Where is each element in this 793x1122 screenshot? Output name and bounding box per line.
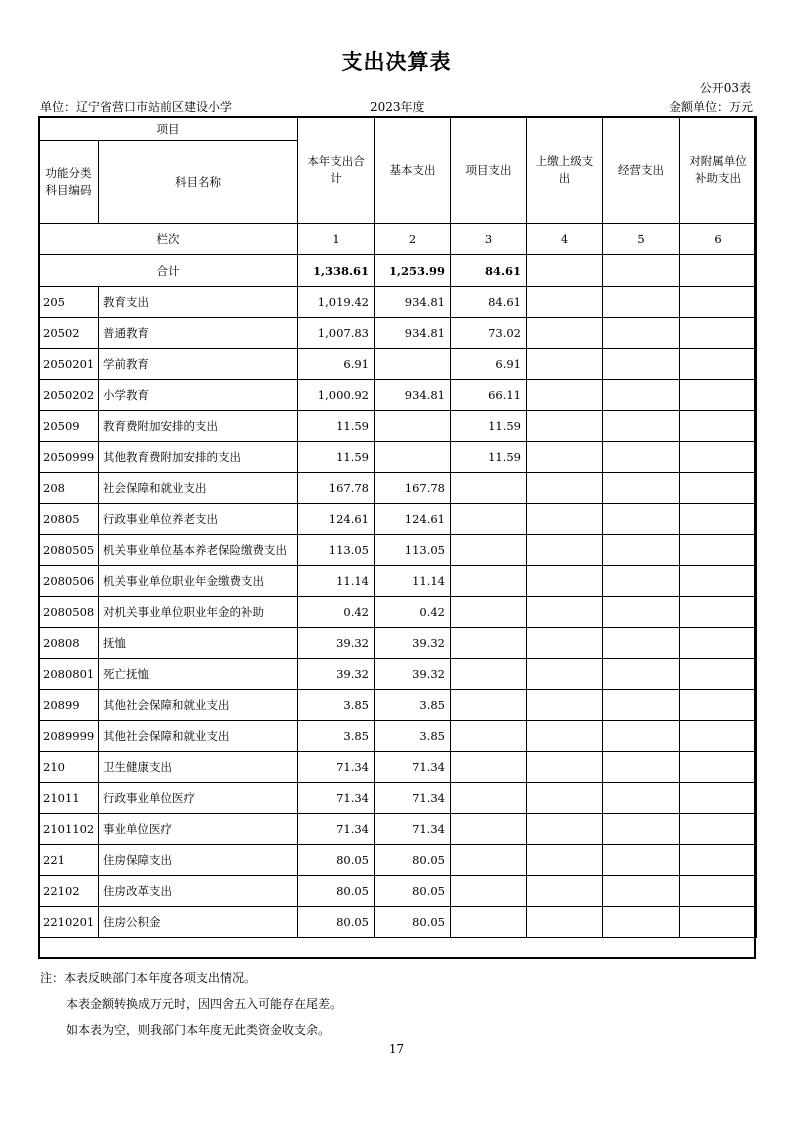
- table-row: [39, 845, 757, 876]
- row-total: 71.34: [298, 814, 375, 845]
- lanci-col: 5: [603, 224, 680, 255]
- row-subsidy: [680, 380, 757, 411]
- row-subsidy: [680, 659, 757, 690]
- row-basic: 0.42: [375, 597, 451, 628]
- row-project: [451, 504, 527, 535]
- row-business: [603, 411, 680, 442]
- row-subsidy: [680, 473, 757, 504]
- row-subsidy: [680, 845, 757, 876]
- row-basic: 167.78: [375, 473, 451, 504]
- row-business: [603, 473, 680, 504]
- note-line: 注：本表反映部门本年度各项支出情况。: [40, 971, 257, 985]
- header-item: 项目: [39, 117, 298, 141]
- meta-line: [40, 98, 753, 114]
- row-total: 11.14: [298, 566, 375, 597]
- row-business: [603, 597, 680, 628]
- row-business: [603, 783, 680, 814]
- row-project: [451, 690, 527, 721]
- note-line: 如本表为空，则我部门本年度无此类资金收支余。: [66, 1023, 331, 1037]
- row-basic: 80.05: [375, 907, 451, 938]
- row-business: [603, 380, 680, 411]
- row-upper: [527, 349, 603, 380]
- row-project: 66.11: [451, 380, 527, 411]
- row-basic: 80.05: [375, 845, 451, 876]
- row-total: 71.34: [298, 752, 375, 783]
- row-name: 行政事业单位医疗: [99, 783, 298, 814]
- row-code: 20805: [39, 504, 99, 535]
- table-row: [39, 628, 757, 659]
- row-total: 113.05: [298, 535, 375, 566]
- row-basic: [375, 411, 451, 442]
- table-row: [39, 318, 757, 349]
- row-business: [603, 721, 680, 752]
- row-basic: 71.34: [375, 814, 451, 845]
- row-basic: 39.32: [375, 659, 451, 690]
- row-subsidy: [680, 535, 757, 566]
- total-label: 合计: [39, 255, 298, 287]
- row-total: 80.05: [298, 845, 375, 876]
- table-row: [39, 349, 757, 380]
- row-business: [603, 845, 680, 876]
- row-upper: [527, 473, 603, 504]
- row-total: 80.05: [298, 876, 375, 907]
- year-label: 2023年度: [370, 100, 425, 114]
- table-row: [39, 659, 757, 690]
- row-total: 0.42: [298, 597, 375, 628]
- row-project: 84.61: [451, 287, 527, 318]
- row-total: 3.85: [298, 721, 375, 752]
- table-row: [39, 783, 757, 814]
- header-basic: 基本支出: [375, 117, 451, 224]
- row-code: 21011: [39, 783, 99, 814]
- row-name: 抚恤: [99, 628, 298, 659]
- row-code: 2101102: [39, 814, 99, 845]
- table-row: [39, 411, 757, 442]
- row-subsidy: [680, 597, 757, 628]
- row-name: 小学教育: [99, 380, 298, 411]
- header-total: 本年支出合计: [298, 117, 375, 224]
- row-total: 1,019.42: [298, 287, 375, 318]
- page-title: 支出决算表: [341, 50, 452, 74]
- table-row: [39, 876, 757, 907]
- row-business: [603, 287, 680, 318]
- row-code: 20808: [39, 628, 99, 659]
- table-code: 公开03表: [699, 81, 751, 95]
- row-total: 124.61: [298, 504, 375, 535]
- row-upper: [527, 411, 603, 442]
- row-upper: [527, 752, 603, 783]
- row-business: [603, 752, 680, 783]
- row-name: 学前教育: [99, 349, 298, 380]
- row-code: 2050201: [39, 349, 99, 380]
- row-upper: [527, 876, 603, 907]
- row-subsidy: [680, 504, 757, 535]
- row-name: 对机关事业单位职业年金的补助: [99, 597, 298, 628]
- total-row: [39, 255, 757, 287]
- row-project: [451, 814, 527, 845]
- row-total: 39.32: [298, 659, 375, 690]
- row-total: 39.32: [298, 628, 375, 659]
- row-basic: 934.81: [375, 318, 451, 349]
- row-basic: 934.81: [375, 380, 451, 411]
- row-name: 卫生健康支出: [99, 752, 298, 783]
- table-row: [39, 721, 757, 752]
- row-code: 208: [39, 473, 99, 504]
- row-code: 205: [39, 287, 99, 318]
- row-upper: [527, 628, 603, 659]
- row-subsidy: [680, 318, 757, 349]
- row-code: 22102: [39, 876, 99, 907]
- total-project: 84.61: [451, 255, 527, 287]
- row-business: [603, 907, 680, 938]
- row-name: 普通教育: [99, 318, 298, 349]
- lanci-col: 4: [527, 224, 603, 255]
- row-project: [451, 659, 527, 690]
- row-name: 机关事业单位职业年金缴费支出: [99, 566, 298, 597]
- unit-label: 单位：辽宁省营口市站前区建设小学: [40, 100, 233, 114]
- row-basic: 71.34: [375, 783, 451, 814]
- note-line: 本表金额转换成万元时，因四舍五入可能存在尾差。: [66, 997, 343, 1011]
- total-subsidy: [680, 255, 757, 287]
- table-row: [39, 597, 757, 628]
- table-row: [39, 535, 757, 566]
- lanci-col: 3: [451, 224, 527, 255]
- row-name: 机关事业单位基本养老保险缴费支出: [99, 535, 298, 566]
- row-upper: [527, 597, 603, 628]
- row-code: 2080505: [39, 535, 99, 566]
- row-name: 其他社会保障和就业支出: [99, 721, 298, 752]
- row-upper: [527, 318, 603, 349]
- row-basic: 3.85: [375, 690, 451, 721]
- row-project: [451, 876, 527, 907]
- table-row: [39, 380, 757, 411]
- money-unit-label: 金额单位：万元: [668, 100, 753, 114]
- row-code: 2080506: [39, 566, 99, 597]
- table-row: [39, 442, 757, 473]
- row-subsidy: [680, 690, 757, 721]
- row-business: [603, 504, 680, 535]
- row-upper: [527, 566, 603, 597]
- row-upper: [527, 845, 603, 876]
- row-total: 11.59: [298, 442, 375, 473]
- row-upper: [527, 535, 603, 566]
- page-number: 17: [388, 1042, 405, 1056]
- row-subsidy: [680, 349, 757, 380]
- row-upper: [527, 690, 603, 721]
- row-subsidy: [680, 907, 757, 938]
- row-upper: [527, 659, 603, 690]
- row-subsidy: [680, 411, 757, 442]
- row-total: 11.59: [298, 411, 375, 442]
- row-total: 71.34: [298, 783, 375, 814]
- row-upper: [527, 814, 603, 845]
- row-upper: [527, 442, 603, 473]
- row-code: 20509: [39, 411, 99, 442]
- row-basic: 71.34: [375, 752, 451, 783]
- row-basic: 39.32: [375, 628, 451, 659]
- row-basic: 113.05: [375, 535, 451, 566]
- row-total: 3.85: [298, 690, 375, 721]
- row-name: 教育支出: [99, 287, 298, 318]
- expenditure-table: [38, 116, 757, 938]
- row-upper: [527, 783, 603, 814]
- row-total: 167.78: [298, 473, 375, 504]
- row-business: [603, 690, 680, 721]
- row-basic: [375, 349, 451, 380]
- total-upper: [527, 255, 603, 287]
- lanci-col: 2: [375, 224, 451, 255]
- row-project: [451, 566, 527, 597]
- row-name: 事业单位医疗: [99, 814, 298, 845]
- row-project: 11.59: [451, 442, 527, 473]
- row-name: 教育费附加安排的支出: [99, 411, 298, 442]
- total-basic: 1,253.99: [375, 255, 451, 287]
- row-business: [603, 318, 680, 349]
- row-subsidy: [680, 287, 757, 318]
- header-subsidy: 对附属单位补助支出: [680, 117, 757, 224]
- row-upper: [527, 721, 603, 752]
- row-subsidy: [680, 876, 757, 907]
- table-row: [39, 287, 757, 318]
- row-business: [603, 349, 680, 380]
- row-upper: [527, 504, 603, 535]
- row-basic: 11.14: [375, 566, 451, 597]
- row-subsidy: [680, 721, 757, 752]
- table-row: [39, 504, 757, 535]
- row-code: 2089999: [39, 721, 99, 752]
- header-business: 经营支出: [603, 117, 680, 224]
- row-basic: [375, 442, 451, 473]
- row-basic: 124.61: [375, 504, 451, 535]
- row-subsidy: [680, 442, 757, 473]
- row-code: 20899: [39, 690, 99, 721]
- row-project: [451, 721, 527, 752]
- row-name: 住房保障支出: [99, 845, 298, 876]
- row-code: 210: [39, 752, 99, 783]
- notes: [40, 965, 342, 1043]
- header-project: 项目支出: [451, 117, 527, 224]
- row-name: 住房公积金: [99, 907, 298, 938]
- row-total: 6.91: [298, 349, 375, 380]
- row-project: [451, 535, 527, 566]
- row-code: 2210201: [39, 907, 99, 938]
- row-project: 6.91: [451, 349, 527, 380]
- row-code: 20502: [39, 318, 99, 349]
- header-upper: 上缴上级支出: [527, 117, 603, 224]
- header-func-code: 功能分类科目编码: [39, 141, 99, 224]
- row-business: [603, 659, 680, 690]
- header-subject-name: 科目名称: [99, 141, 298, 224]
- row-name: 其他教育费附加安排的支出: [99, 442, 298, 473]
- row-business: [603, 876, 680, 907]
- total-business: [603, 255, 680, 287]
- row-project: [451, 473, 527, 504]
- row-code: 221: [39, 845, 99, 876]
- row-code: 2050202: [39, 380, 99, 411]
- table-row: [39, 566, 757, 597]
- row-name: 行政事业单位养老支出: [99, 504, 298, 535]
- row-code: 2080508: [39, 597, 99, 628]
- row-basic: 934.81: [375, 287, 451, 318]
- row-business: [603, 535, 680, 566]
- row-total: 80.05: [298, 907, 375, 938]
- row-project: 11.59: [451, 411, 527, 442]
- row-upper: [527, 907, 603, 938]
- row-basic: 3.85: [375, 721, 451, 752]
- row-upper: [527, 380, 603, 411]
- row-project: [451, 845, 527, 876]
- total-amount: 1,338.61: [298, 255, 375, 287]
- row-code: 2080801: [39, 659, 99, 690]
- table-row: [39, 814, 757, 845]
- row-total: 1,000.92: [298, 380, 375, 411]
- row-business: [603, 814, 680, 845]
- row-business: [603, 566, 680, 597]
- row-project: [451, 907, 527, 938]
- table-row: [39, 907, 757, 938]
- row-total: 1,007.83: [298, 318, 375, 349]
- row-upper: [527, 287, 603, 318]
- row-code: 2050999: [39, 442, 99, 473]
- row-subsidy: [680, 752, 757, 783]
- row-subsidy: [680, 814, 757, 845]
- row-project: [451, 752, 527, 783]
- lanci-col: 1: [298, 224, 375, 255]
- row-name: 住房改革支出: [99, 876, 298, 907]
- row-name: 社会保障和就业支出: [99, 473, 298, 504]
- row-name: 其他社会保障和就业支出: [99, 690, 298, 721]
- row-subsidy: [680, 628, 757, 659]
- lanci-label: 栏次: [39, 224, 298, 255]
- row-name: 死亡抚恤: [99, 659, 298, 690]
- table-row: [39, 752, 757, 783]
- row-basic: 80.05: [375, 876, 451, 907]
- row-project: [451, 783, 527, 814]
- table-row: [39, 690, 757, 721]
- table-row: [39, 473, 757, 504]
- row-project: [451, 628, 527, 659]
- lanci-col: 6: [680, 224, 757, 255]
- row-project: [451, 597, 527, 628]
- row-subsidy: [680, 783, 757, 814]
- row-business: [603, 628, 680, 659]
- row-project: 73.02: [451, 318, 527, 349]
- row-subsidy: [680, 566, 757, 597]
- row-business: [603, 442, 680, 473]
